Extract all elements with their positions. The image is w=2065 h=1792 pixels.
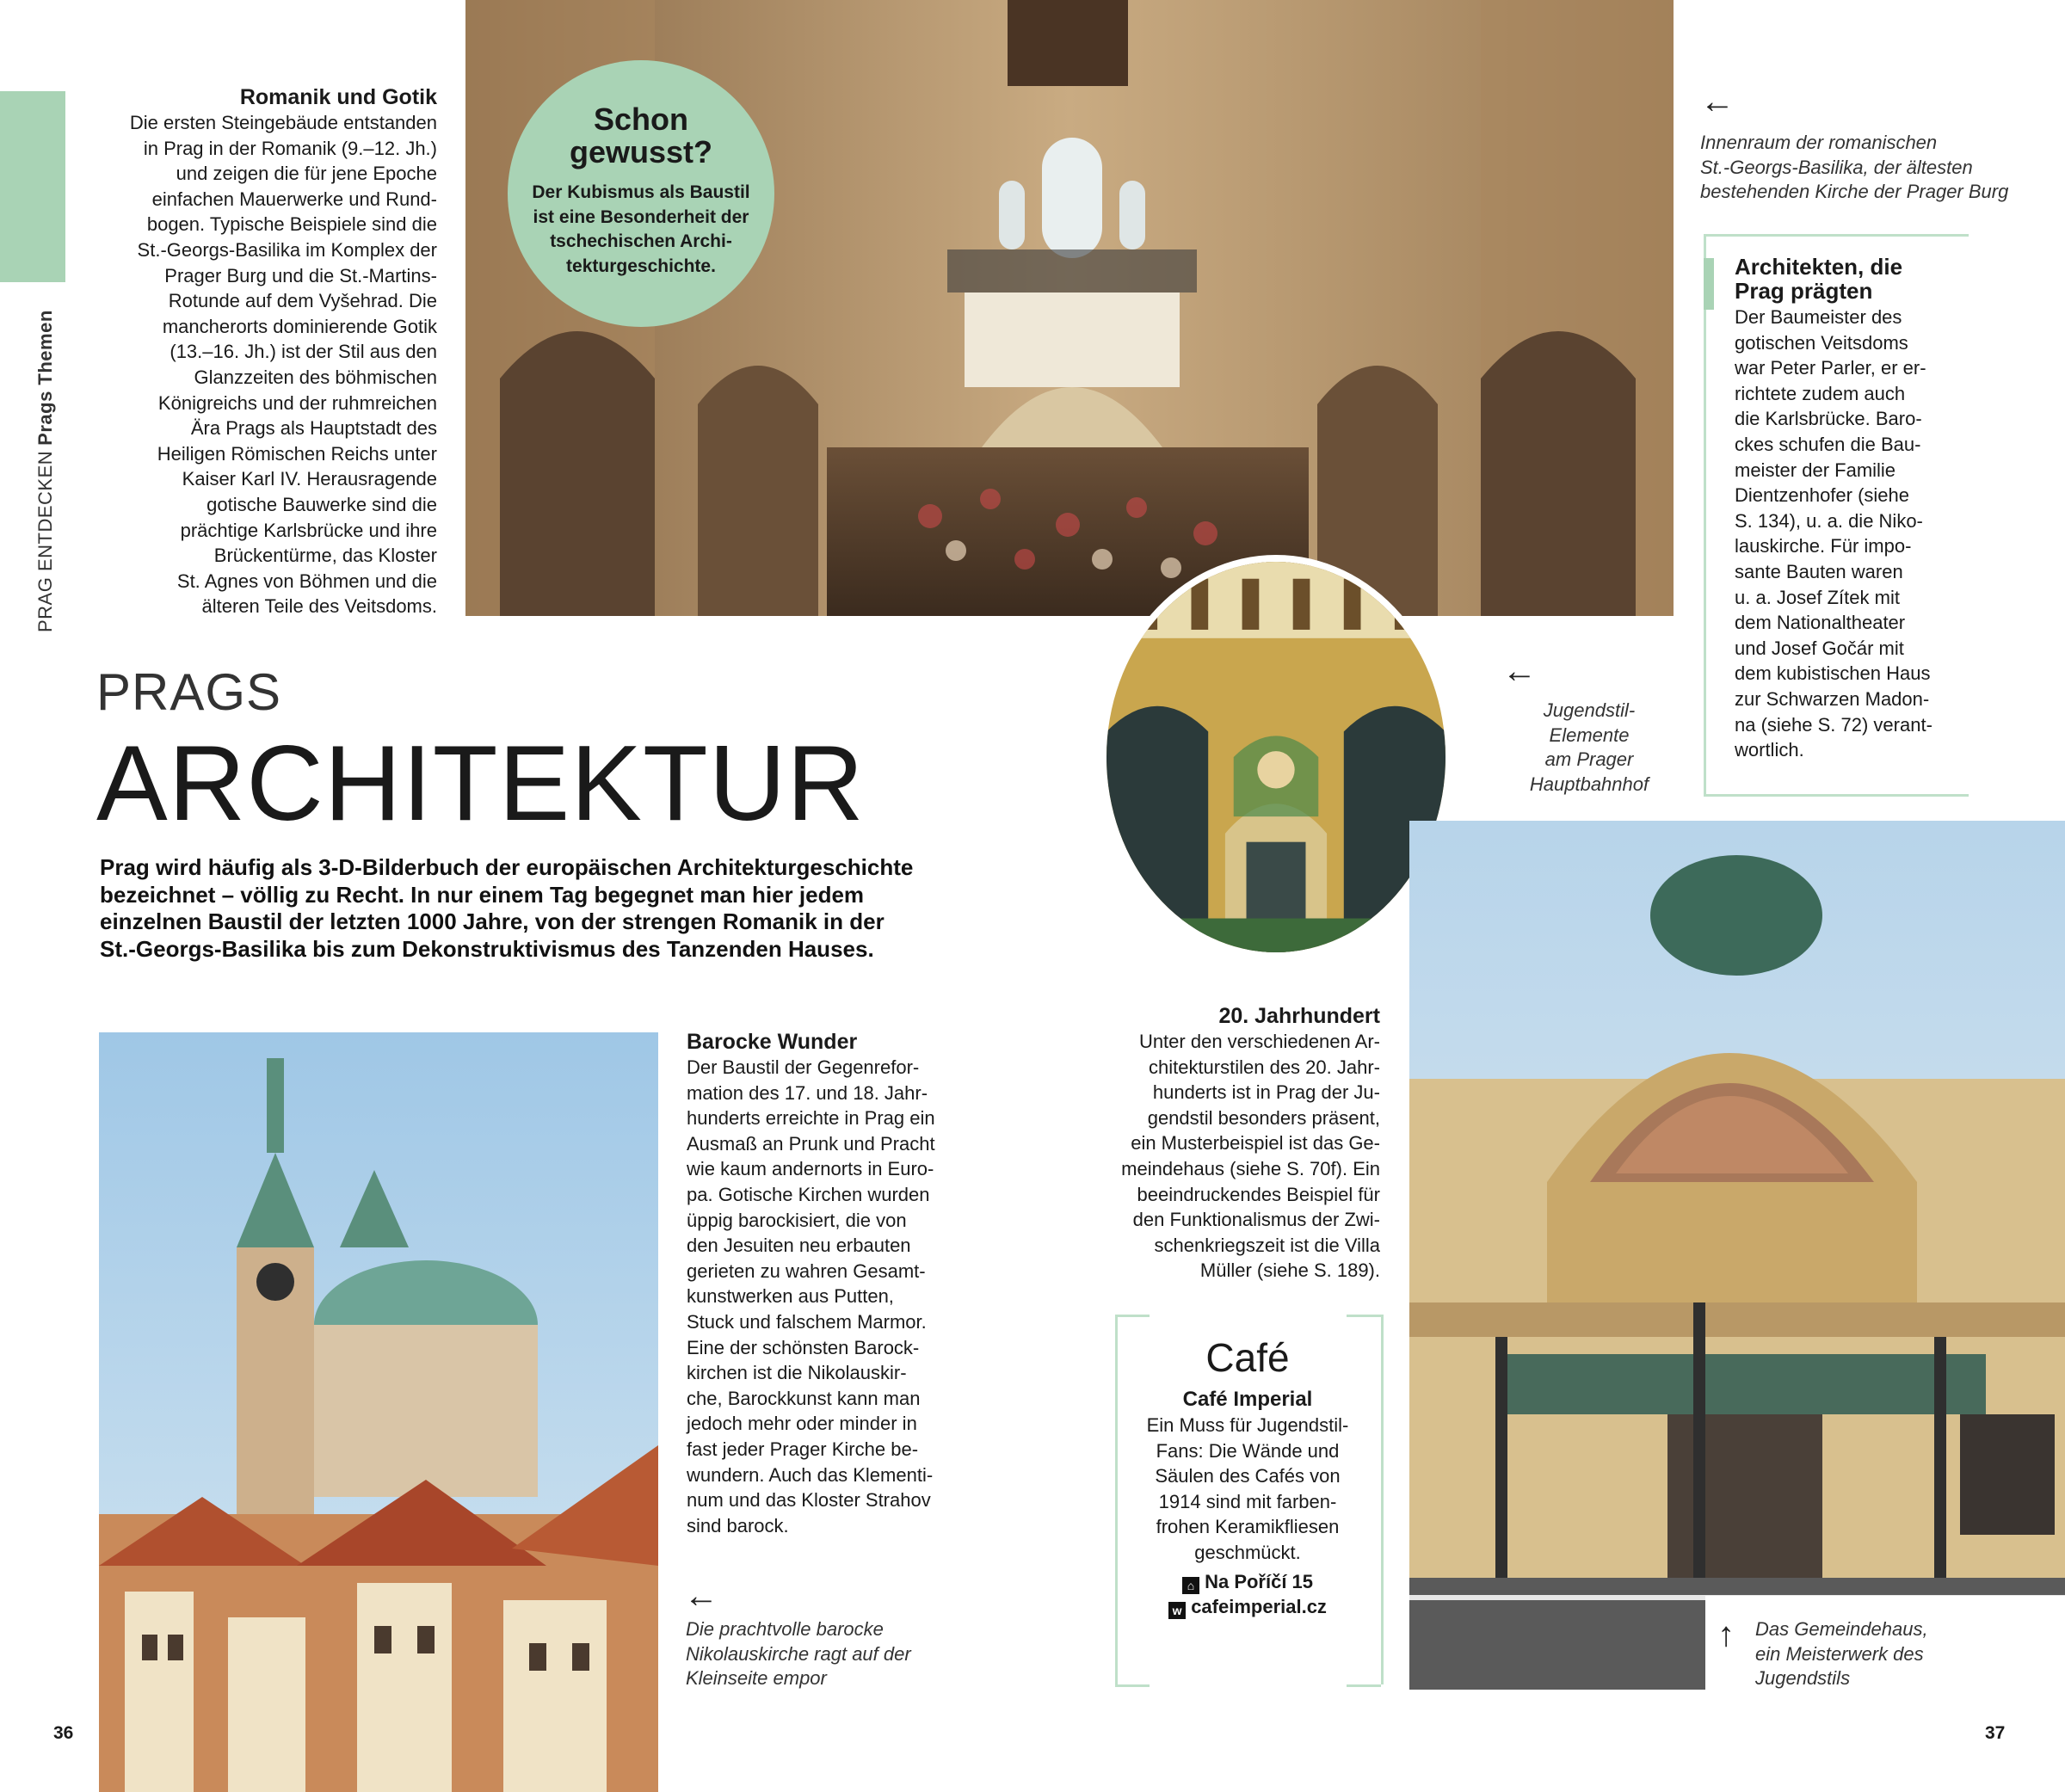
basilika-caption bbox=[1700, 131, 2044, 205]
text-line: hunderts erreichte in Prag ein bbox=[687, 1107, 935, 1130]
cafe-text bbox=[1119, 1413, 1377, 1566]
cafe-heading: Café bbox=[1205, 1335, 1290, 1380]
intro-text bbox=[100, 854, 960, 963]
text-line: ein Meisterwerk des bbox=[1755, 1642, 1924, 1665]
text-line: St.-Georgs-Basilika im Komplex der bbox=[137, 238, 437, 261]
cafe-box bbox=[1119, 1333, 1377, 1620]
barock-heading: Barocke Wunder bbox=[687, 1030, 858, 1054]
architects-box bbox=[1735, 255, 1967, 763]
cafe-frame-bl bbox=[1115, 1684, 1150, 1687]
text-line: Brückentürme, das Kloster bbox=[213, 545, 437, 567]
cafe-frame-tl bbox=[1115, 1315, 1150, 1317]
text-line: Ein Muss für Jugendstil- bbox=[1146, 1414, 1349, 1436]
text-line: fast jeder Prager Kirche be- bbox=[687, 1438, 919, 1460]
title-small: PRAGS bbox=[96, 663, 282, 721]
did-you-know-title: Schon gewusst? bbox=[569, 102, 713, 169]
text-line: Glanzzeiten des böhmischen bbox=[194, 366, 437, 388]
text-line: gotische Bauwerke sind die bbox=[206, 493, 437, 515]
text-line: zur Schwarzen Madon- bbox=[1735, 687, 1930, 710]
bahnhof-caption-arrow: ← bbox=[1502, 652, 1537, 690]
house-icon: ⌂ bbox=[1182, 1577, 1199, 1594]
text-line: gerieten zu wahren Gesamt- bbox=[687, 1259, 926, 1282]
text-line: Der Baustil der Gegenrefor- bbox=[687, 1056, 920, 1078]
text-line: che, Barockkunst kann man bbox=[687, 1387, 921, 1409]
architects-box-accent bbox=[1704, 258, 1714, 310]
text-line: na (siehe S. 72) verant- bbox=[1735, 713, 1932, 736]
text-line: hunderts ist in Prag der Ju- bbox=[1152, 1081, 1380, 1104]
text-line: Ära Prags als Hauptstadt des bbox=[190, 417, 437, 440]
jahrhundert-heading: 20. Jahrhundert bbox=[1218, 1004, 1380, 1028]
architects-heading: Architekten, die Prag prägten bbox=[1735, 254, 1903, 304]
text-line: Königreichs und der ruhmreichen bbox=[157, 391, 437, 414]
text-line: Müller (siehe S. 189). bbox=[1199, 1259, 1380, 1282]
text-line: Fans: Die Wände und bbox=[1156, 1439, 1340, 1462]
text-line: lauskirche. Für impo- bbox=[1735, 535, 1912, 557]
text-line: Jugendstil- bbox=[1543, 699, 1636, 721]
hauptbahnhof-photo bbox=[1100, 555, 1452, 959]
text-line: einfachen Mauerwerke und Rund- bbox=[151, 188, 437, 210]
text-line: wie kaum andernorts in Euro- bbox=[687, 1158, 934, 1180]
text-line: und Josef Gočár mit bbox=[1735, 637, 1904, 659]
jahrhundert-text bbox=[1110, 1029, 1380, 1284]
text-line: einzelnen Baustil der letzten 1000 Jahre, von der strengen Romanik in der bbox=[100, 908, 885, 934]
text-line: Dientzenhofer (siehe bbox=[1735, 484, 1910, 507]
text-line: richtete zudem auch bbox=[1735, 382, 1906, 404]
text-line: wundern. Auch das Klementi- bbox=[687, 1463, 934, 1486]
nikolaus-caption bbox=[686, 1617, 970, 1691]
jahrhundert-section bbox=[1110, 1003, 1380, 1284]
text-line: u. a. Josef Zítek mit bbox=[1735, 586, 1900, 608]
text-line: meister der Familie bbox=[1735, 459, 1896, 481]
text-line: prächtige Karlsbrücke und ihre bbox=[180, 519, 437, 541]
text-line: mation des 17. und 18. Jahr- bbox=[687, 1081, 928, 1104]
nikolaus-caption-arrow: ← bbox=[684, 1577, 718, 1615]
text-line: kirchen ist die Nikolauskir- bbox=[687, 1362, 907, 1384]
text-line: üppig barockisiert, die von bbox=[687, 1209, 907, 1231]
cafe-website: cafeimperial.cz bbox=[1191, 1596, 1327, 1618]
text-line: chitekturstilen des 20. Jahr- bbox=[1148, 1056, 1380, 1078]
text-line: tschechischen Archi- bbox=[550, 231, 732, 251]
text-line: den Funktionalismus der Zwi- bbox=[1132, 1209, 1380, 1231]
text-line: St.-Georgs-Basilika, der ältesten bbox=[1700, 156, 1973, 178]
cafe-website-row bbox=[1119, 1594, 1377, 1620]
cafe-address-row bbox=[1119, 1569, 1377, 1595]
chapter-color-tab bbox=[0, 91, 65, 282]
nikolauskirche-photo bbox=[99, 1032, 658, 1792]
text-line: num und das Kloster Strahov bbox=[687, 1489, 931, 1512]
gemeindehaus-caption-arrow: ↑ bbox=[1717, 1616, 1735, 1653]
text-line: ist eine Besonderheit der bbox=[533, 206, 749, 227]
cafe-frame-tr bbox=[1347, 1315, 1381, 1317]
text-line: Hauptbahnhof bbox=[1529, 773, 1649, 795]
text-line: St.-Georgs-Basilika bis zum Dekonstruktivismus des Tanzenden Hauses. bbox=[100, 935, 874, 962]
text-line: Stuck und falschem Marmor. bbox=[687, 1310, 927, 1333]
text-line: in Prag in der Romanik (9.–12. Jh.) bbox=[143, 137, 437, 159]
page-number-right: 37 bbox=[1985, 1723, 2006, 1743]
text-line: tekturgeschichte. bbox=[566, 256, 716, 276]
text-line: bogen. Typische Beispiele sind die bbox=[146, 213, 437, 236]
text-line: dem Nationaltheater bbox=[1735, 612, 1906, 634]
text-line: bezeichnet – völlig zu Recht. In nur einem Tag begegnet man hier jedem bbox=[100, 881, 865, 908]
text-line: gendstil besonders präsent, bbox=[1147, 1106, 1380, 1129]
cafe-address: Na Poříčí 15 bbox=[1205, 1570, 1314, 1592]
text-line: Heiligen Römischen Reichs unter bbox=[157, 442, 437, 465]
text-line: schenkriegszeit ist die Villa bbox=[1154, 1234, 1380, 1256]
side-chapter-label bbox=[34, 310, 57, 632]
text-line: Prag wird häufig als 3-D-Bilderbuch der europäischen Architekturgeschichte bbox=[100, 854, 914, 880]
text-line: Die ersten Steingebäude entstanden bbox=[129, 112, 437, 133]
text-line: den Jesuiten neu erbauten bbox=[687, 1235, 911, 1257]
text-line: war Peter Parler, er er- bbox=[1735, 357, 1926, 379]
text-line: St. Agnes von Böhmen und die bbox=[176, 570, 437, 592]
text-line: wortlich. bbox=[1735, 739, 1804, 761]
gemeindehaus-caption bbox=[1755, 1617, 1979, 1691]
text-line: Nikolauskirche ragt auf der bbox=[686, 1642, 911, 1665]
text-line: älteren Teile des Veitsdoms. bbox=[201, 595, 437, 618]
text-line: ein Musterbeispiel ist das Ge- bbox=[1131, 1132, 1380, 1155]
text-line: Die prachtvolle barocke bbox=[686, 1618, 884, 1640]
text-line: (13.–16. Jh.) ist der Stil aus den bbox=[170, 341, 437, 363]
text-line: Der Kubismus als Baustil bbox=[532, 182, 750, 202]
text-line: frohen Keramikfliesen bbox=[1156, 1516, 1340, 1538]
text-line: meindehaus (siehe S. 70f). Ein bbox=[1121, 1157, 1380, 1179]
text-line: Der Baumeister des bbox=[1735, 306, 1902, 328]
text-line: sante Bauten waren bbox=[1735, 560, 1903, 582]
text-line: Kleinseite empor bbox=[686, 1667, 827, 1690]
text-line: Eine der schönsten Barock- bbox=[687, 1336, 920, 1358]
text-line: beeindruckendes Beispiel für bbox=[1137, 1183, 1380, 1205]
text-line: Innenraum der romanischen bbox=[1700, 132, 1938, 153]
text-line: sind barock. bbox=[687, 1514, 789, 1536]
text-line: Prager Burg und die St.-Martins- bbox=[164, 264, 437, 286]
text-line: mancherorts dominierende Gotik bbox=[162, 315, 437, 337]
text-line: Elemente bbox=[1549, 724, 1630, 746]
web-icon: w bbox=[1168, 1602, 1186, 1619]
text-line: am Prager bbox=[1544, 748, 1634, 771]
basilika-caption-arrow: ← bbox=[1700, 83, 1735, 120]
bahnhof-caption bbox=[1507, 699, 1671, 797]
text-line: Rotunde auf dem Vyšehrad. Die bbox=[168, 290, 437, 312]
page-number-left: 36 bbox=[53, 1723, 74, 1743]
romanik-heading: Romanik und Gotik bbox=[239, 85, 437, 109]
text-line: Jugendstils bbox=[1755, 1667, 1851, 1690]
text-line: Das Gemeindehaus, bbox=[1755, 1618, 1928, 1640]
title-main: ARCHITEKTUR bbox=[96, 724, 865, 843]
text-line: S. 134), u. a. die Niko- bbox=[1735, 509, 1923, 532]
text-line: gotischen Veitsdoms bbox=[1735, 331, 1908, 354]
text-line: pa. Gotische Kirchen wurden bbox=[687, 1183, 930, 1205]
text-line: geschmückt. bbox=[1194, 1541, 1301, 1563]
text-line: 1914 sind mit farben- bbox=[1158, 1490, 1337, 1512]
did-you-know-text bbox=[525, 181, 757, 279]
text-line: Kaiser Karl IV. Herausragende bbox=[182, 468, 437, 490]
text-line: Unter den verschiedenen Ar- bbox=[1138, 1031, 1380, 1052]
architects-text bbox=[1735, 305, 1967, 763]
gemeindehaus-photo bbox=[1409, 821, 2065, 1690]
text-line: Ausmaß an Prunk und Pracht bbox=[687, 1132, 935, 1155]
side-chapter-text: Prags Themen bbox=[34, 310, 56, 446]
romanik-text bbox=[103, 110, 437, 619]
text-line: dem kubistischen Haus bbox=[1735, 662, 1931, 685]
side-section-text: PRAG ENTDECKEN bbox=[34, 450, 56, 632]
text-line: ckes schufen die Bau- bbox=[1735, 433, 1921, 455]
text-line: jedoch mehr oder minder in bbox=[687, 1413, 917, 1435]
text-line: kunstwerken aus Putten, bbox=[687, 1285, 894, 1308]
barock-text bbox=[687, 1055, 971, 1538]
cafe-name: Café Imperial bbox=[1182, 1388, 1313, 1411]
romanik-section bbox=[103, 84, 437, 619]
barock-section bbox=[687, 1029, 971, 1538]
did-you-know-bubble bbox=[508, 60, 774, 327]
text-line: und zeigen die für jene Epoche bbox=[176, 163, 437, 185]
cafe-frame-br bbox=[1347, 1684, 1381, 1687]
text-line: die Karlsbrücke. Baro- bbox=[1735, 408, 1922, 430]
text-line: bestehenden Kirche der Prager Burg bbox=[1700, 181, 2009, 203]
text-line: Säulen des Cafés von bbox=[1155, 1465, 1341, 1487]
